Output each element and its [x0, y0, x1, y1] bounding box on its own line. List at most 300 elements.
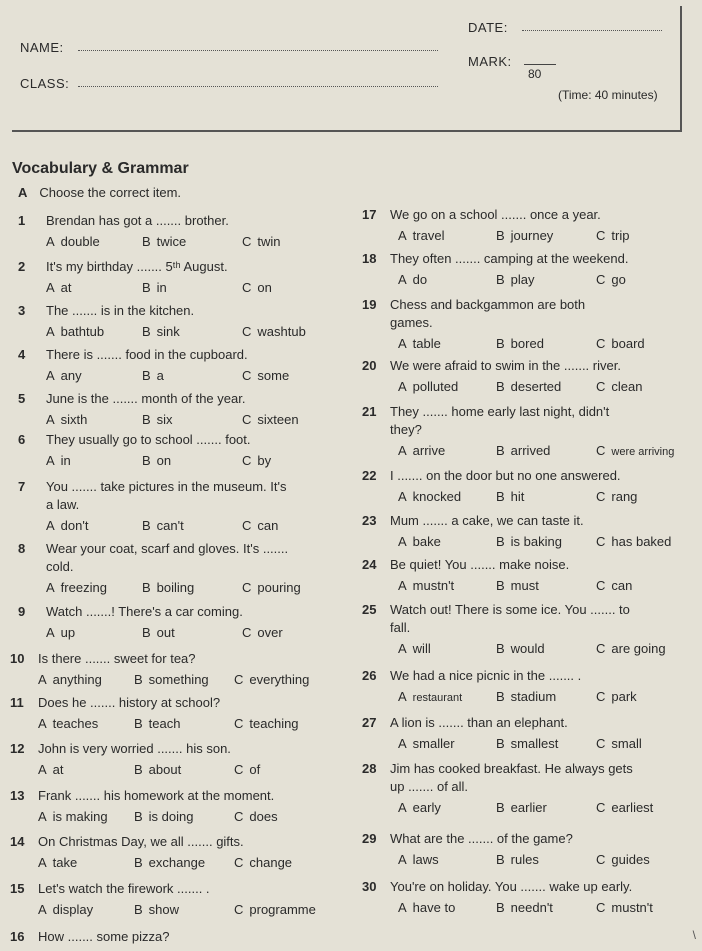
option-letter: B	[142, 518, 151, 533]
class-label: CLASS:	[20, 76, 70, 91]
question-15	[10, 880, 350, 922]
option-letter: C	[596, 800, 606, 815]
question-number: 16	[10, 929, 25, 944]
option-a[interactable]	[46, 233, 100, 250]
option-c[interactable]	[596, 227, 629, 244]
option-text: knocked	[412, 489, 462, 504]
option-b[interactable]	[496, 271, 535, 288]
option-letter: B	[496, 689, 505, 704]
option-letter: A	[398, 228, 407, 243]
option-c[interactable]	[242, 411, 299, 428]
header-box	[12, 6, 682, 132]
option-text: change	[249, 855, 293, 870]
option-letter: B	[496, 272, 505, 287]
option-letter: A	[38, 809, 47, 824]
option-a[interactable]	[46, 323, 104, 340]
option-c[interactable]	[242, 517, 278, 534]
option-text: sink	[156, 324, 180, 339]
option-letter: B	[142, 580, 151, 595]
question-text: They often ....... camping at the weekend.	[390, 251, 629, 266]
option-b[interactable]	[142, 279, 167, 296]
option-b[interactable]	[134, 808, 193, 825]
option-letter: C	[596, 272, 606, 287]
option-text: bored	[510, 336, 544, 351]
question-number: 10	[10, 651, 25, 666]
option-a[interactable]	[46, 579, 107, 596]
question-number: 21	[362, 404, 377, 419]
option-text: smallest	[510, 736, 559, 751]
question-26	[362, 667, 698, 709]
option-letter: B	[496, 800, 505, 815]
option-letter: C	[596, 379, 606, 394]
question-text: There is ....... food in the cupboard.	[46, 347, 248, 362]
option-text: have to	[412, 900, 456, 915]
option-c[interactable]	[234, 901, 316, 918]
option-letter: B	[134, 809, 143, 824]
option-a[interactable]	[38, 901, 93, 918]
option-text: teaching	[249, 716, 299, 731]
question-text: The ....... is in the kitchen.	[46, 303, 195, 318]
option-text: is making	[52, 809, 108, 824]
option-text: bathtub	[60, 324, 105, 339]
option-text: rang	[611, 489, 638, 504]
option-text: guides	[611, 852, 650, 867]
option-letter: C	[234, 855, 244, 870]
option-c[interactable]	[596, 735, 642, 752]
option-text: in	[156, 280, 167, 295]
option-b[interactable]	[496, 735, 558, 752]
option-a[interactable]	[398, 577, 454, 594]
option-a[interactable]	[46, 452, 71, 469]
mark-total: 80	[528, 67, 542, 81]
question-text: games.	[390, 315, 433, 330]
option-c[interactable]	[242, 367, 289, 384]
option-text: would	[510, 641, 545, 656]
option-c[interactable]	[596, 640, 666, 657]
mark-label: MARK:	[468, 54, 512, 69]
name-line	[78, 50, 438, 51]
option-text: twin	[257, 234, 281, 249]
question-text: Wear your coat, scarf and gloves. It's .......	[46, 541, 289, 556]
option-letter: C	[234, 762, 244, 777]
option-b[interactable]	[496, 227, 553, 244]
option-text: sixth	[60, 412, 88, 427]
option-letter: C	[242, 368, 252, 383]
option-c[interactable]	[596, 799, 653, 816]
question-number: 18	[362, 251, 377, 266]
option-letter: B	[496, 489, 505, 504]
name-label: NAME:	[20, 40, 64, 55]
option-text: about	[148, 762, 182, 777]
option-c[interactable]	[596, 577, 632, 594]
option-a[interactable]	[38, 808, 108, 825]
question-text: We had a nice picnic in the ....... .	[390, 668, 582, 683]
option-letter: B	[142, 280, 151, 295]
option-letter: C	[234, 716, 244, 731]
option-b[interactable]	[496, 688, 556, 705]
question-text: they?	[390, 422, 422, 437]
option-letter: A	[398, 489, 407, 504]
option-a[interactable]	[46, 624, 75, 641]
option-text: table	[412, 336, 441, 351]
option-c[interactable]	[596, 688, 637, 705]
option-text: teach	[148, 716, 181, 731]
option-text: rules	[510, 852, 539, 867]
question-number: 20	[362, 358, 377, 373]
question-number: 14	[10, 834, 25, 849]
option-c[interactable]	[234, 808, 278, 825]
question-number: 30	[362, 879, 377, 894]
option-text: don't	[60, 518, 89, 533]
option-text: does	[249, 809, 278, 824]
question-text: How ....... some pizza?	[38, 929, 170, 944]
option-c[interactable]	[596, 899, 653, 916]
question-23	[362, 512, 698, 554]
option-text: mustn't	[412, 578, 455, 593]
time-note: (Time: 40 minutes)	[558, 88, 658, 102]
option-letter: A	[398, 578, 407, 593]
question-3	[18, 302, 358, 344]
option-text: has baked	[611, 534, 672, 549]
question-14	[10, 833, 350, 875]
option-letter: B	[496, 641, 505, 656]
option-c[interactable]	[234, 715, 299, 732]
option-text: teaches	[52, 716, 99, 731]
option-b[interactable]	[142, 323, 180, 340]
option-letter: B	[496, 852, 505, 867]
question-28	[362, 760, 698, 821]
option-letter: A	[398, 379, 407, 394]
option-text: boiling	[156, 580, 195, 595]
question-21	[362, 403, 698, 464]
question-29	[362, 830, 698, 872]
option-c[interactable]	[596, 851, 650, 868]
option-b[interactable]	[496, 640, 545, 657]
option-a[interactable]	[38, 671, 102, 688]
option-a[interactable]	[398, 735, 455, 752]
option-text: clean	[611, 379, 643, 394]
question-10	[10, 650, 350, 692]
option-a[interactable]	[398, 335, 441, 352]
question-number: 23	[362, 513, 377, 528]
option-c[interactable]	[596, 335, 645, 352]
question-number: 29	[362, 831, 377, 846]
option-a[interactable]	[398, 799, 441, 816]
option-letter: A	[46, 453, 55, 468]
option-c[interactable]	[596, 271, 626, 288]
option-text: will	[412, 641, 431, 656]
option-letter: A	[46, 625, 55, 640]
option-b[interactable]	[496, 488, 524, 505]
option-letter: B	[134, 762, 143, 777]
option-text: washtub	[257, 324, 306, 339]
option-letter: C	[242, 412, 252, 427]
option-text: were arriving	[611, 446, 675, 458]
option-letter: C	[596, 900, 606, 915]
section-title: Vocabulary & Grammar	[12, 160, 189, 177]
question-20	[362, 357, 698, 399]
question-1	[18, 212, 358, 254]
question-text: It's my birthday ....... 5ᵗʰ August.	[46, 259, 228, 274]
option-letter: C	[596, 852, 606, 867]
option-letter: A	[398, 852, 407, 867]
option-a[interactable]	[46, 367, 82, 384]
option-letter: B	[496, 379, 505, 394]
question-number: 27	[362, 715, 377, 730]
option-text: on	[156, 453, 172, 468]
option-letter: C	[242, 280, 252, 295]
option-a[interactable]	[398, 851, 439, 868]
option-letter: C	[596, 336, 606, 351]
question-number: 2	[18, 259, 26, 274]
option-a[interactable]	[398, 271, 427, 288]
task-instruction	[18, 185, 181, 200]
question-text: We were afraid to swim in the ....... river.	[390, 358, 621, 373]
question-8	[18, 540, 358, 601]
option-b[interactable]	[142, 624, 175, 641]
question-text: We go on a school ....... once a year.	[390, 207, 601, 222]
option-c[interactable]	[242, 624, 283, 641]
option-text: of	[249, 762, 261, 777]
option-letter: B	[496, 534, 505, 549]
question-13	[10, 787, 350, 829]
option-text: trip	[611, 228, 630, 243]
option-text: arrive	[412, 443, 446, 458]
option-text: hit	[510, 489, 525, 504]
option-a[interactable]	[46, 517, 88, 534]
option-b[interactable]	[496, 442, 550, 459]
option-text: at	[60, 280, 72, 295]
option-a[interactable]	[38, 761, 64, 778]
question-text: fall.	[390, 620, 411, 635]
option-letter: A	[38, 672, 47, 687]
option-b[interactable]	[142, 233, 186, 250]
option-text: is baking	[510, 534, 562, 549]
option-c[interactable]	[242, 452, 271, 469]
task-letter: A	[18, 185, 28, 200]
option-b[interactable]	[134, 715, 180, 732]
option-b[interactable]	[496, 378, 561, 395]
option-letter: B	[134, 855, 143, 870]
option-a[interactable]	[398, 688, 462, 707]
question-text: They ....... home early last night, didn't	[390, 404, 610, 419]
option-text: bake	[412, 534, 441, 549]
option-b[interactable]	[496, 335, 544, 352]
option-b[interactable]	[496, 899, 553, 916]
option-c[interactable]	[242, 323, 306, 340]
option-text: must	[510, 578, 539, 593]
option-b[interactable]	[142, 367, 164, 384]
date-label: DATE:	[468, 20, 508, 35]
option-letter: A	[398, 736, 407, 751]
option-text: display	[52, 902, 94, 917]
option-a[interactable]	[398, 899, 455, 916]
option-c[interactable]	[234, 761, 260, 778]
question-number: 15	[10, 881, 25, 896]
option-b[interactable]	[134, 761, 181, 778]
option-letter: B	[142, 324, 151, 339]
option-a[interactable]	[398, 488, 461, 505]
question-number: 8	[18, 541, 26, 556]
option-letter: B	[142, 453, 151, 468]
question-number: 19	[362, 297, 377, 312]
option-a[interactable]	[398, 378, 458, 395]
question-30	[362, 878, 698, 920]
mark-line	[524, 64, 556, 65]
option-a[interactable]	[46, 411, 87, 428]
option-b[interactable]	[496, 799, 547, 816]
option-b[interactable]	[142, 579, 194, 596]
question-22	[362, 467, 698, 509]
option-b[interactable]	[142, 411, 173, 428]
option-letter: C	[596, 443, 606, 458]
option-text: restaurant	[412, 692, 463, 704]
question-text: They usually go to school ....... foot.	[46, 432, 251, 447]
option-letter: B	[142, 234, 151, 249]
option-a[interactable]	[38, 854, 77, 871]
option-text: needn't	[510, 900, 553, 915]
question-text: Frank ....... his homework at the moment.	[38, 788, 275, 803]
question-text: You ....... take pictures in the museum. It's	[46, 479, 287, 494]
option-letter: C	[234, 902, 244, 917]
option-c[interactable]	[234, 854, 292, 871]
option-text: laws	[412, 852, 439, 867]
option-letter: B	[496, 443, 505, 458]
option-text: anything	[52, 672, 102, 687]
option-c[interactable]	[242, 233, 281, 250]
question-text: Watch out! There is some ice. You ....... to	[390, 602, 630, 617]
option-text: travel	[412, 228, 445, 243]
option-letter: A	[46, 580, 55, 595]
option-a[interactable]	[398, 640, 431, 657]
option-text: at	[52, 762, 64, 777]
option-letter: B	[496, 336, 505, 351]
option-text: play	[510, 272, 535, 287]
option-letter: A	[46, 412, 55, 427]
question-text: Watch .......! There's a car coming.	[46, 604, 243, 619]
question-number: 25	[362, 602, 377, 617]
option-letter: C	[596, 736, 606, 751]
option-text: stadium	[510, 689, 557, 704]
option-c[interactable]	[596, 442, 674, 461]
option-b[interactable]	[496, 533, 562, 550]
option-b[interactable]	[496, 851, 539, 868]
option-letter: A	[398, 800, 407, 815]
option-letter: A	[38, 762, 47, 777]
question-6	[18, 431, 358, 473]
option-letter: A	[398, 689, 407, 704]
option-letter: C	[242, 625, 252, 640]
option-text: early	[412, 800, 441, 815]
option-a[interactable]	[398, 533, 441, 550]
option-text: smaller	[412, 736, 455, 751]
option-text: can	[257, 518, 279, 533]
option-text: by	[257, 453, 272, 468]
option-text: board	[611, 336, 645, 351]
option-text: do	[412, 272, 428, 287]
question-number: 26	[362, 668, 377, 683]
option-text: is doing	[148, 809, 194, 824]
question-16	[10, 928, 350, 951]
option-letter: A	[46, 368, 55, 383]
option-text: can	[611, 578, 633, 593]
option-b[interactable]	[134, 854, 205, 871]
option-c[interactable]	[242, 279, 272, 296]
question-19	[362, 296, 698, 357]
option-letter: C	[234, 672, 244, 687]
question-text: Chess and backgammon are both	[390, 297, 586, 312]
question-18	[362, 250, 698, 292]
question-number: 24	[362, 557, 377, 572]
question-text: On Christmas Day, we all ....... gifts.	[38, 834, 244, 849]
question-2	[18, 258, 358, 300]
question-number: 6	[18, 432, 26, 447]
option-letter: B	[496, 578, 505, 593]
option-a[interactable]	[46, 279, 72, 296]
question-27	[362, 714, 698, 756]
option-letter: B	[496, 228, 505, 243]
option-text: arrived	[510, 443, 551, 458]
option-text: can't	[156, 518, 184, 533]
question-11	[10, 694, 350, 736]
question-text: Mum ....... a cake, we can taste it.	[390, 513, 584, 528]
option-letter: B	[142, 368, 151, 383]
option-text: pouring	[257, 580, 301, 595]
option-text: earliest	[611, 800, 654, 815]
question-17	[362, 206, 698, 248]
option-c[interactable]	[242, 579, 301, 596]
option-letter: C	[242, 324, 252, 339]
option-a[interactable]	[398, 227, 444, 244]
option-letter: C	[242, 580, 252, 595]
option-letter: A	[38, 855, 47, 870]
option-letter: A	[398, 336, 407, 351]
option-c[interactable]	[596, 488, 637, 505]
option-c[interactable]	[596, 533, 671, 550]
option-b[interactable]	[134, 671, 209, 688]
option-letter: B	[134, 672, 143, 687]
option-a[interactable]	[38, 715, 98, 732]
option-text: journey	[510, 228, 554, 243]
option-b[interactable]	[134, 901, 179, 918]
option-text: a	[156, 368, 164, 383]
question-9	[18, 603, 358, 645]
option-c[interactable]	[234, 671, 309, 688]
option-a[interactable]	[398, 442, 445, 459]
question-text: Is there ....... sweet for tea?	[38, 651, 196, 666]
option-text: twice	[156, 234, 187, 249]
option-b[interactable]	[142, 517, 184, 534]
option-text: something	[148, 672, 209, 687]
option-c[interactable]	[596, 378, 642, 395]
question-12	[10, 740, 350, 782]
question-text: You're on holiday. You ....... wake up early.	[390, 879, 633, 894]
option-text: programme	[249, 902, 316, 917]
question-7	[18, 478, 358, 539]
option-text: out	[156, 625, 175, 640]
option-letter: C	[596, 689, 606, 704]
option-text: double	[60, 234, 100, 249]
pencil-mark: \	[692, 928, 696, 942]
option-text: small	[611, 736, 642, 751]
option-text: take	[52, 855, 78, 870]
option-b[interactable]	[142, 452, 171, 469]
option-letter: A	[46, 518, 55, 533]
option-text: go	[611, 272, 626, 287]
question-text: Does he ....... history at school?	[38, 695, 221, 710]
question-text: Brendan has got a ....... brother.	[46, 213, 229, 228]
option-b[interactable]	[496, 577, 539, 594]
